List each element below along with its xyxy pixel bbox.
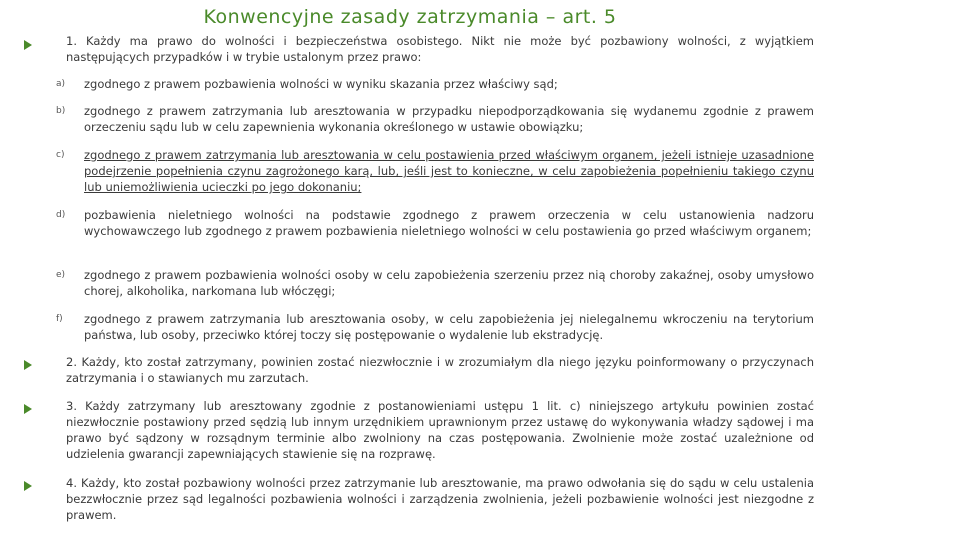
bullet-icon bbox=[24, 481, 32, 491]
item-c-text: zgodnego z prawem zatrzymania lub aresztowania w celu postawienia przed właściwym organem, jeżeli istnieje uzasadnione podejrzenie popełnienia czynu zagrożonego karą, lub, jeśli jest to konieczne, w celu zapobieżenia popełnieniu takiego czynu lub uniemożliwienia ucieczki po jego dokonaniu; bbox=[84, 148, 814, 194]
paragraph-3: 3. Każdy zatrzymany lub aresztowany zgodnie z postanowieniami ustępu 1 lit. c) niniejszego artykułu powinien zostać niezwłocznie postawiony przed sędzią lub innym urzędnikiem uprawnionym przez ustawę do wykonywania władzy sądowej i ma prawo być sądzony w rozsądnym terminie albo zwolniony na czas postępowania. Zwolnienie może zostać uzależnione od udzielenia gwarancji zapewniających stawienie się na rozprawę. bbox=[66, 399, 814, 461]
bullet-icon bbox=[24, 404, 32, 414]
paragraph-4: 4. Każdy, kto został pozbawiony wolności przez zatrzymanie lub aresztowanie, ma prawo odwołania się do sądu w celu ustalenia bezzwłocznie przez sąd legalności pozbawienia wolności i zarządzenia zwolnienia, jeżeli pozbawienie wolności jest niezgodne z prawem. bbox=[66, 476, 814, 522]
item-b-text: zgodnego z prawem zatrzymania lub aresztowania w przypadku niepodporządkowania się wydanemu zgodnie z prawem orzeczeniu sądu lub w celu zapewnienia wykonania określonego w ustawie obowiązku; bbox=[84, 104, 814, 134]
bullet-icon bbox=[24, 40, 32, 50]
item-f-text: zgodnego z prawem zatrzymania lub aresztowania osoby, w celu zapobieżenia jej nielegalnemu wkroczeniu na terytorium państwa, lub osoby, przeciwko której toczy się postępowanie o wydalenie lub ekstradycję. bbox=[84, 312, 814, 342]
item-label: b) bbox=[56, 106, 66, 116]
item-label: e) bbox=[56, 270, 66, 280]
slide-title: Konwencyjne zasady zatrzymania – art. 5 bbox=[203, 6, 617, 28]
item-label: f) bbox=[56, 314, 63, 324]
item-d-text: pozbawienia nieletniego wolności na podstawie zgodnego z prawem orzeczenia w celu ustanowienia nadzoru wychowawczego lub zgodnego z prawem pozbawienia nieletniego wolności w celu postawienia go przed właściwym organem; bbox=[84, 208, 814, 238]
item-label: d) bbox=[56, 210, 66, 220]
item-a-text: zgodnego z prawem pozbawienia wolności w wyniku skazania przez właściwy sąd; bbox=[84, 77, 558, 91]
item-e-text: zgodnego z prawem pozbawienia wolności osoby w celu zapobieżenia szerzeniu przez nią choroby zakaźnej, osoby umysłowo chorej, alkoholika, narkomana lub włóczęgi; bbox=[84, 268, 814, 298]
paragraph-2: 2. Każdy, kto został zatrzymany, powinien zostać niezwłocznie i w zrozumiałym dla niego języku poinformowany o przyczynach zatrzymania i o stawianych mu zarzutach. bbox=[66, 355, 814, 385]
paragraph-1: 1. Każdy ma prawo do wolności i bezpieczeństwa osobistego. Nikt nie może być pozbawiony wolności, z wyjątkiem następujących przypadków i w trybie ustalonym przez prawo: bbox=[66, 34, 814, 64]
bullet-icon bbox=[24, 360, 32, 370]
item-label: a) bbox=[56, 79, 66, 89]
item-label: c) bbox=[56, 150, 65, 160]
